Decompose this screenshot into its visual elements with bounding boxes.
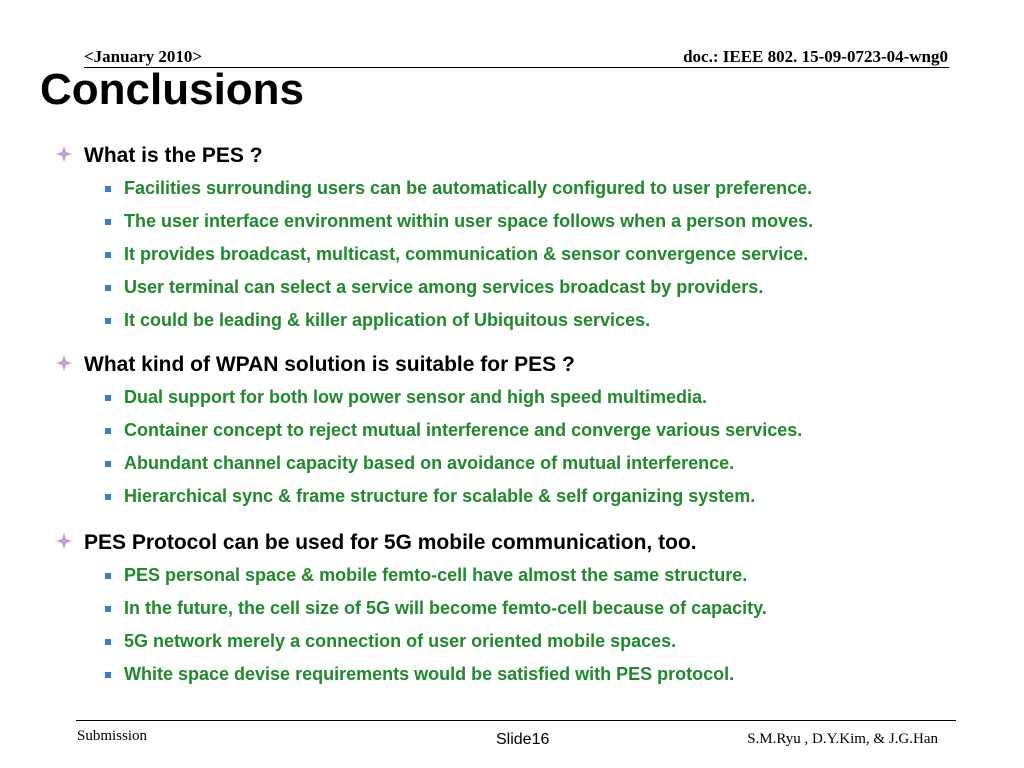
footer-authors: S.M.Ryu , D.Y.Kim, & J.G.Han <box>747 731 938 747</box>
square-bullet-icon <box>105 318 111 324</box>
square-bullet-icon <box>105 606 111 612</box>
sub-bullet-text: Container concept to reject mutual interference and converge various services. <box>124 420 803 440</box>
sub-bullet-text: In the future, the cell size of 5G will become femto-cell because of capacity. <box>124 598 767 618</box>
sub-bullet-text: It could be leading & killer application of Ubiquitous services. <box>124 310 651 330</box>
square-bullet-icon <box>105 186 111 192</box>
sub-bullet-text: Abundant channel capacity based on avoidance of mutual interference. <box>124 453 735 473</box>
square-bullet-icon <box>105 252 111 258</box>
slide-title: Conclusions <box>40 65 305 114</box>
square-bullet-icon <box>105 639 111 645</box>
sub-bullet-text: The user interface environment within user space follows when a person moves. <box>124 211 814 231</box>
header-doc-id: doc.: IEEE 802. 15-09-0723-04-wng0 <box>683 47 948 66</box>
sub-bullet-text: 5G network merely a connection of user oriented mobile spaces. <box>124 631 677 651</box>
footer-slide-number: Slide16 <box>496 731 550 748</box>
square-bullet-icon <box>105 428 111 434</box>
section-heading-text: What kind of WPAN solution is suitable for PES ? <box>84 353 575 376</box>
footer-rule <box>76 720 956 721</box>
sub-bullet-text: User terminal can select a service among services broadcast by providers. <box>124 277 764 297</box>
section-heading-text: PES Protocol can be used for 5G mobile communication, too. <box>84 531 697 554</box>
sub-bullet-text: PES personal space & mobile femto-cell have almost the same structure. <box>124 565 748 585</box>
diamond-star-icon <box>56 355 72 371</box>
section-heading-text: What is the PES ? <box>84 144 263 167</box>
sub-bullet-text: Dual support for both low power sensor and high speed multimedia. <box>124 387 708 407</box>
sub-bullet-text: Facilities surrounding users can be automatically configured to user preference. <box>124 178 813 198</box>
square-bullet-icon <box>105 219 111 225</box>
footer-submission: Submission <box>77 728 148 744</box>
square-bullet-icon <box>105 395 111 401</box>
diamond-star-icon <box>56 533 72 549</box>
square-bullet-icon <box>105 672 111 678</box>
sub-bullet-text: White space devise requirements would be satisfied with PES protocol. <box>124 664 735 684</box>
sub-bullet-text: It provides broadcast, multicast, communication & sensor convergence service. <box>124 244 809 264</box>
header-date: <January 2010> <box>84 47 203 66</box>
square-bullet-icon <box>105 461 111 467</box>
square-bullet-icon <box>105 285 111 291</box>
square-bullet-icon <box>105 573 111 579</box>
square-bullet-icon <box>105 494 111 500</box>
diamond-star-icon <box>56 146 72 162</box>
sub-bullet-text: Hierarchical sync & frame structure for scalable & self organizing system. <box>124 486 756 506</box>
